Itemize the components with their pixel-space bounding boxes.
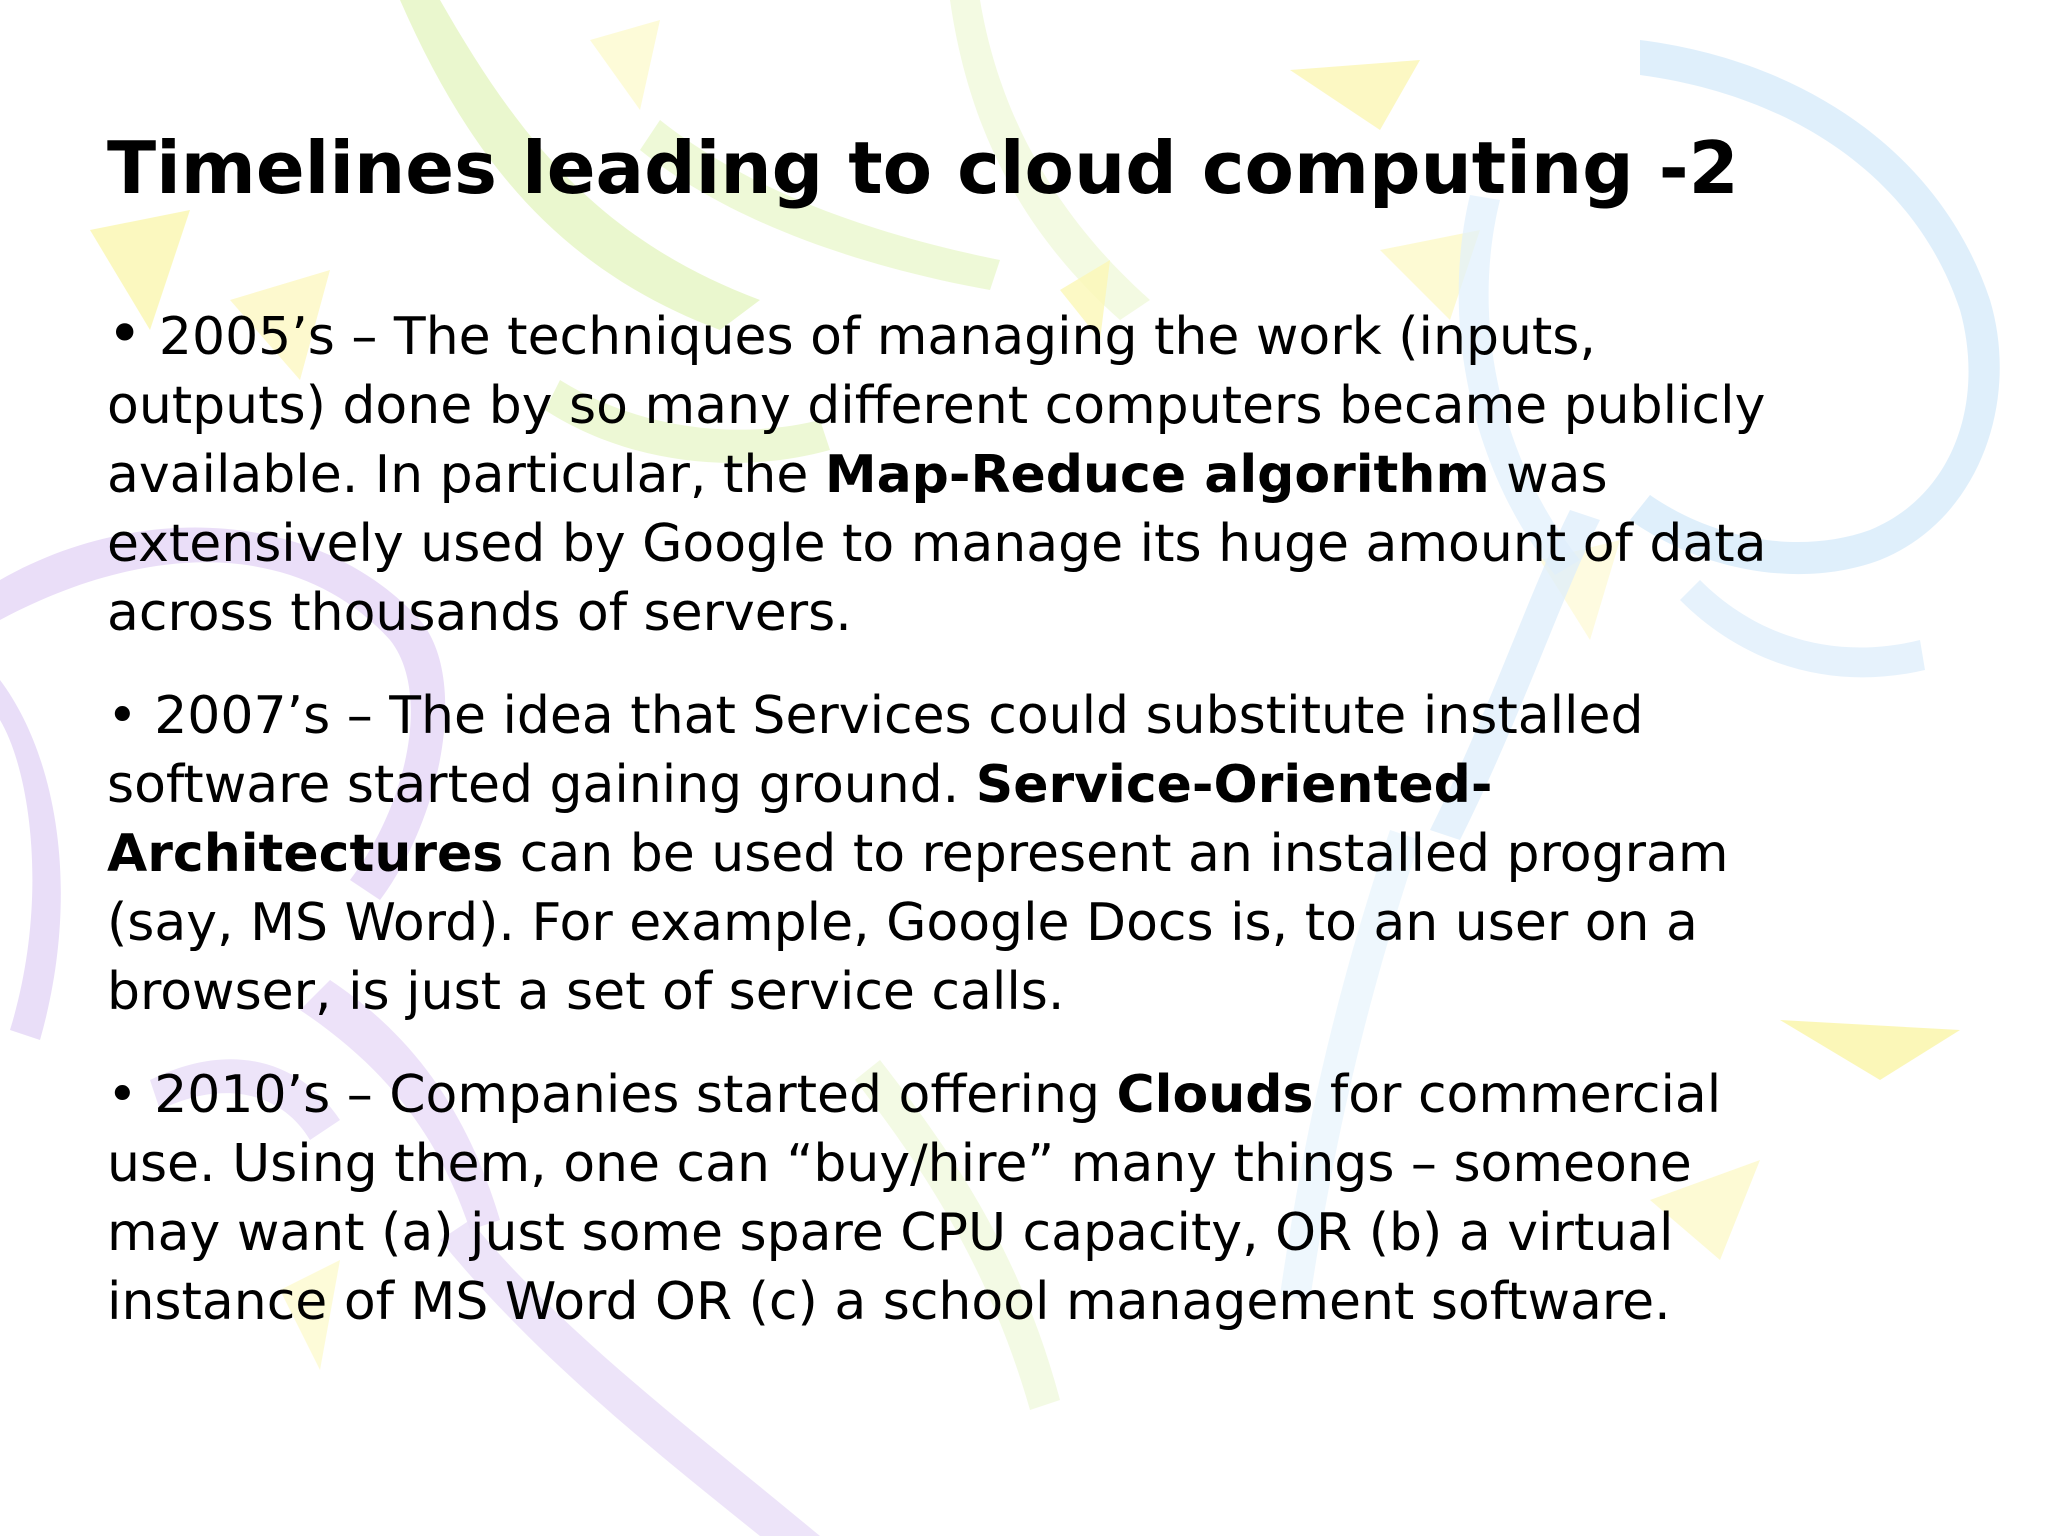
- bullet-line: [107, 1199, 1987, 1268]
- text-run: (say, MS Word). For example, Google Docs is, to an user on a: [107, 893, 1698, 953]
- bullet-list: [107, 300, 1987, 1371]
- text-run: software started gaining ground.: [107, 755, 976, 815]
- bullet-marker: •: [107, 686, 138, 746]
- bullet-line: [107, 1268, 1987, 1337]
- text-run: instance of MS Word OR (c) a school management software.: [107, 1272, 1671, 1332]
- text-run: was: [1489, 445, 1608, 505]
- bullet-item-2005: [107, 300, 1987, 648]
- bold-term-soa: Service-Oriented-: [975, 755, 1493, 815]
- bullet-line: [107, 958, 1987, 1027]
- text-run: outputs) done by so many different computers became publicly: [107, 376, 1766, 436]
- text-run: across thousands of servers.: [107, 583, 852, 643]
- text-run: 2005’s – The techniques of managing the work (inputs,: [142, 307, 1596, 367]
- bullet-line: [107, 820, 1987, 889]
- bullet-line: [107, 300, 1987, 372]
- bullet-marker: •: [107, 299, 143, 369]
- text-run: for commercial: [1313, 1065, 1722, 1125]
- bullet-line: [107, 372, 1987, 441]
- text-run: 2010’s – Companies started offering: [137, 1065, 1117, 1125]
- bullet-line: [107, 1130, 1987, 1199]
- bullet-item-2007: [107, 682, 1987, 1027]
- text-run: can be used to represent an installed program: [503, 824, 1729, 884]
- text-run: available. In particular, the: [107, 445, 825, 505]
- bold-term-map-reduce: Map-Reduce algorithm: [824, 445, 1490, 505]
- bullet-item-2010: [107, 1061, 1987, 1337]
- text-run: 2007’s – The idea that Services could substitute installed: [137, 686, 1644, 746]
- bold-term-clouds: Clouds: [1116, 1065, 1314, 1125]
- bullet-line: [107, 682, 1987, 751]
- slide-title: Timelines leading to cloud computing -2: [107, 126, 1739, 210]
- text-run: use. Using them, one can “buy/hire” many things – someone: [107, 1134, 1692, 1194]
- text-run: extensively used by Google to manage its huge amount of data: [107, 514, 1767, 574]
- text-run: browser, is just a set of service calls.: [107, 962, 1065, 1022]
- bullet-line: [107, 889, 1987, 958]
- bullet-line: [107, 579, 1987, 648]
- bullet-line: [107, 510, 1987, 579]
- text-run: may want (a) just some spare CPU capacity, OR (b) a virtual: [107, 1203, 1674, 1263]
- bullet-line: [107, 441, 1987, 510]
- bullet-marker: •: [107, 1065, 138, 1125]
- bold-term-architectures: Architectures: [107, 824, 504, 884]
- bullet-line: [107, 751, 1987, 820]
- bullet-line: [107, 1061, 1987, 1130]
